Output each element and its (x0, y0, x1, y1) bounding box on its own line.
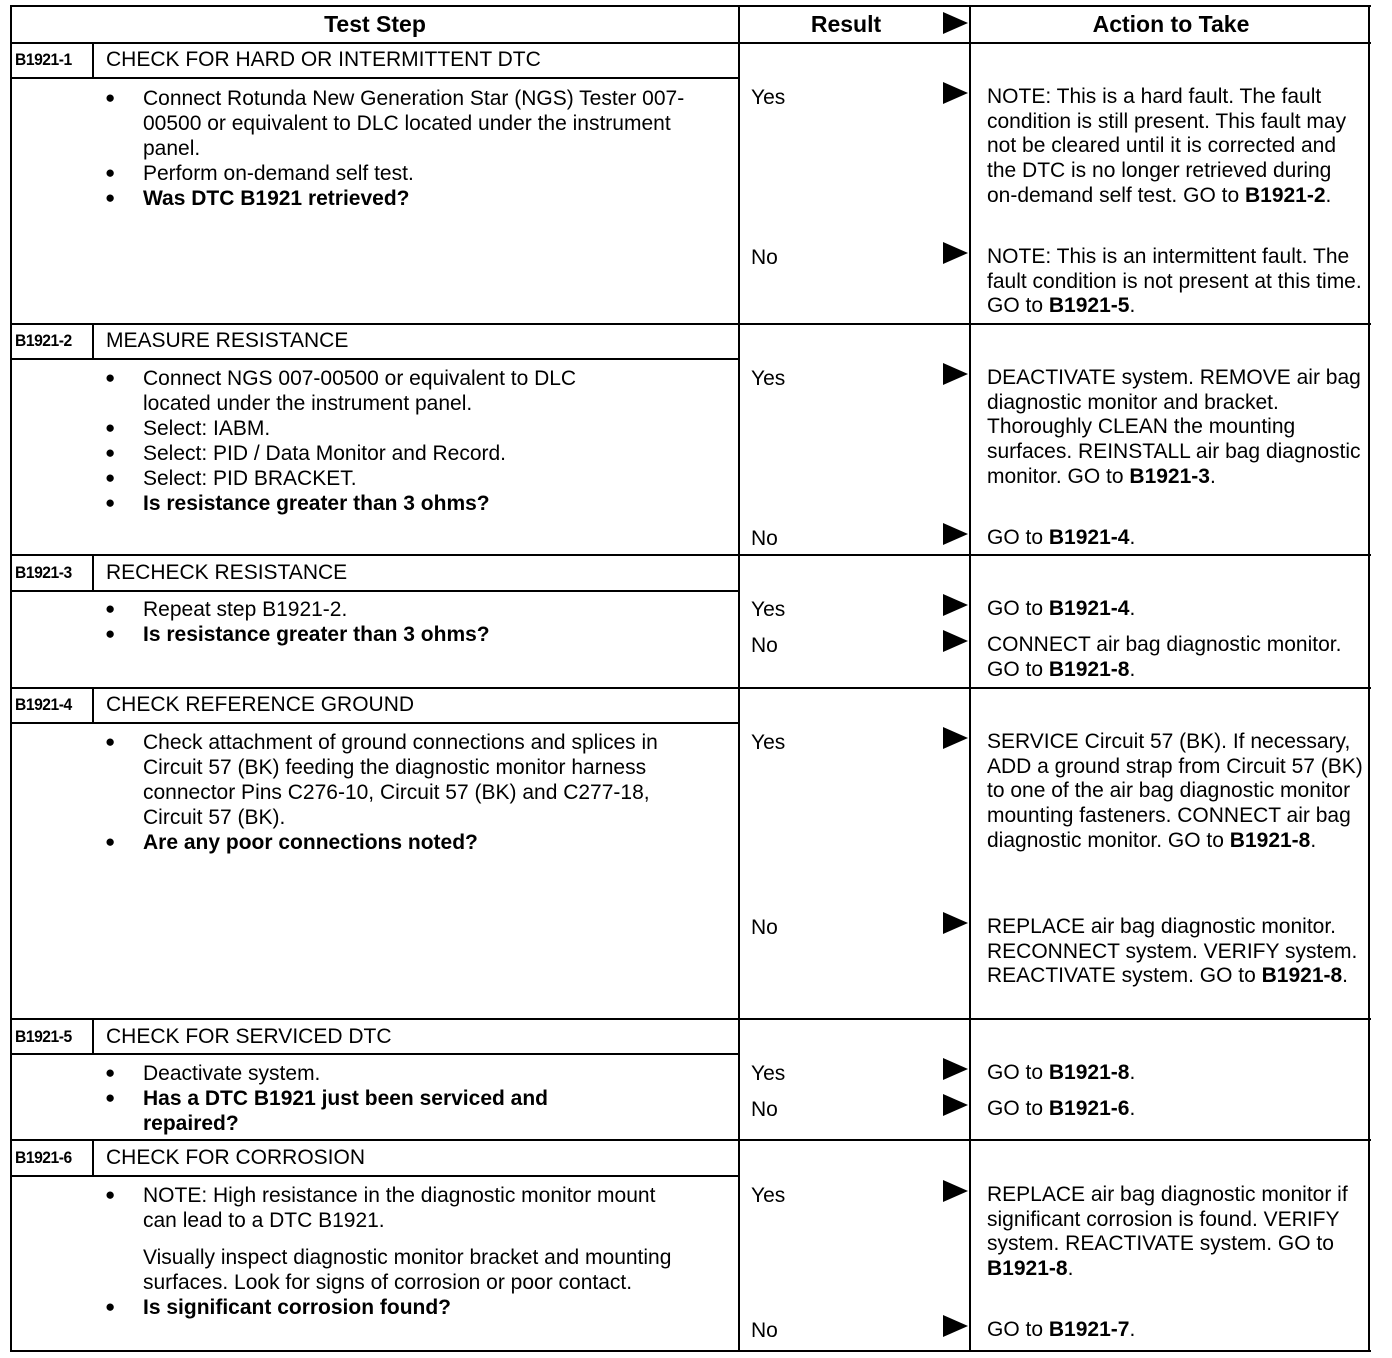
action-text: GO to B1921-4. (987, 597, 1136, 620)
arrow-icon (943, 242, 968, 264)
row-separator (10, 1139, 1371, 1141)
result-label: Yes (751, 731, 786, 754)
action-text: DEACTIVATE system. REMOVE air bag diagnostic monitor and bracket. Thoroughly CLEAN the mounting surfaces. REINSTALL air bag diagnostic monitor. GO to B1921-3. (987, 366, 1361, 488)
list-item: ● Check attachment of ground connections and splices in Circuit 57 (BK) feeding the diagnostic monitor harness connector Pins C276-10, Circuit 57 (BK) and C277-18, Circuit 57 (BK). (100, 730, 730, 830)
arrow-icon (943, 82, 968, 104)
arrow-icon (943, 1180, 968, 1202)
step-code: B1921-3 (15, 563, 72, 582)
question-item: ● Is resistance greater than 3 ohms? (100, 491, 730, 516)
step-code: B1921-2 (15, 331, 72, 350)
action-text: GO to B1921-8. (987, 1061, 1136, 1084)
question-item: ● Is significant corrosion found? (100, 1295, 730, 1320)
action-text: GO to B1921-6. (987, 1097, 1136, 1120)
frame-top (10, 5, 1371, 7)
step-title: RECHECK RESISTANCE (106, 561, 348, 584)
action-text: GO to B1921-4. (987, 526, 1136, 549)
question-item: ● Is resistance greater than 3 ohms? (100, 622, 730, 647)
title-underline (10, 1175, 739, 1177)
row-separator (10, 554, 1371, 556)
list-item: ● Select: PID BRACKET. (100, 466, 730, 491)
action-text: NOTE: This is an intermittent fault. The fault condition is not present at this time. GO to B1921-5. (987, 245, 1362, 318)
code-divider (92, 1020, 94, 1054)
arrow-icon (943, 363, 968, 385)
list-item: ● Perform on-demand self test. (100, 161, 730, 186)
step-items (100, 730, 730, 855)
step-items (100, 366, 730, 516)
title-underline (10, 590, 739, 592)
list-item: ● Connect NGS 007-00500 or equivalent to DLC located under the instrument panel. (100, 366, 730, 416)
step-reference: B1921-8 (987, 1257, 1068, 1281)
row-separator (10, 687, 1371, 689)
list-item: ● Connect Rotunda New Generation Star (NGS) Tester 007-00500 or equivalent to DLC located under the instrument panel. (100, 86, 730, 161)
step-reference: B1921-8 (1261, 964, 1343, 988)
title-underline (10, 77, 739, 79)
question-item: ● Has a DTC B1921 just been serviced and repaired? (100, 1086, 730, 1136)
arrow-icon (943, 912, 968, 934)
arrow-icon (943, 523, 968, 545)
step-reference: B1921-4 (1048, 597, 1130, 620)
header-result: Result (810, 11, 882, 37)
result-label: Yes (751, 367, 786, 390)
list-item: ● Repeat step B1921-2. (100, 597, 730, 622)
arrow-icon (943, 630, 968, 652)
frame-left (10, 5, 12, 1352)
step-title: CHECK FOR CORROSION (106, 1146, 366, 1169)
list-item: Visually inspect diagnostic monitor bracket and mounting surfaces. Look for signs of corrosion or poor contact. (143, 1246, 672, 1294)
result-label: Yes (751, 1184, 786, 1207)
question-item: ● Are any poor connections noted? (100, 830, 730, 855)
step-code: B1921-4 (15, 695, 72, 714)
step-title: CHECK FOR SERVICED DTC (106, 1025, 392, 1048)
step-reference: B1921-8 (1048, 657, 1130, 681)
step-items (100, 86, 730, 211)
step-reference: B1921-5 (1048, 294, 1130, 318)
list-item: ● NOTE: High resistance in the diagnostic monitor mount can lead to a DTC B1921. (100, 1183, 730, 1233)
question-item: ● Was DTC B1921 retrieved? (100, 186, 730, 211)
frame-header-bottom (10, 42, 1371, 44)
result-label: Yes (751, 86, 786, 109)
step-code: B1921-1 (15, 50, 72, 69)
result-label: No (751, 527, 778, 550)
list-item: ● Deactivate system. (100, 1061, 730, 1086)
result-label: No (751, 246, 778, 269)
step-reference: B1921-6 (1048, 1097, 1130, 1120)
header-action: Action to Take (1092, 11, 1250, 37)
list-item: ● Select: IABM. (100, 416, 730, 441)
step-reference: B1921-8 (1048, 1061, 1130, 1084)
step-code: B1921-6 (15, 1148, 72, 1167)
step-items (100, 1183, 730, 1320)
column-divider-result (738, 5, 740, 1352)
result-label: No (751, 1098, 778, 1121)
frame-bottom (10, 1350, 1371, 1352)
action-text: REPLACE air bag diagnostic monitor. RECONNECT system. VERIFY system. REACTIVATE system. GO to B1921-8. (987, 915, 1358, 988)
row-separator (10, 323, 1371, 325)
arrow-icon (943, 594, 968, 616)
step-reference: B1921-4 (1048, 526, 1130, 549)
step-reference: B1921-7 (1048, 1318, 1130, 1341)
result-label: No (751, 916, 778, 939)
list-item: ● Select: PID / Data Monitor and Record. (100, 441, 730, 466)
action-text: REPLACE air bag diagnostic monitor if significant corrosion is found. VERIFY system. REACTIVATE system. GO to B1921-8. (987, 1183, 1348, 1281)
frame-right (1368, 5, 1370, 1352)
code-divider (92, 1141, 94, 1176)
step-items (100, 1061, 730, 1136)
action-text: CONNECT air bag diagnostic monitor. GO to B1921-8. (987, 633, 1342, 681)
step-title: CHECK FOR HARD OR INTERMITTENT DTC (106, 48, 541, 71)
code-divider (92, 556, 94, 591)
result-label: No (751, 1319, 778, 1342)
step-reference: B1921-8 (1229, 828, 1311, 852)
action-text: NOTE: This is a hard fault. The fault condition is still present. This fault may not be cleared until it is corrected and the DTC is no longer retrieved during on-demand self test. GO to B1921-2. (987, 85, 1347, 207)
title-underline (10, 358, 739, 360)
title-underline (10, 1053, 739, 1055)
step-code: B1921-5 (15, 1027, 72, 1046)
header-arrow-icon (943, 12, 968, 34)
code-divider (92, 325, 94, 359)
step-reference: B1921-2 (1244, 183, 1326, 207)
row-separator (10, 1018, 1371, 1020)
arrow-icon (943, 1058, 968, 1080)
arrow-icon (943, 727, 968, 749)
title-underline (10, 722, 739, 724)
arrow-icon (943, 1315, 968, 1337)
action-text: GO to B1921-7. (987, 1318, 1136, 1341)
code-divider (92, 689, 94, 723)
step-title: CHECK REFERENCE GROUND (106, 693, 415, 716)
step-items (100, 597, 730, 647)
column-divider-action (969, 5, 971, 1352)
step-title: MEASURE RESISTANCE (106, 329, 349, 352)
header-test-step: Test Step (324, 11, 426, 37)
arrow-icon (943, 1094, 968, 1116)
action-text: SERVICE Circuit 57 (BK). If necessary, ADD a ground strap from Circuit 57 (BK) to one of the air bag diagnostic monitor mounting fasteners. CONNECT air bag diagnostic monitor. GO to B1921-8. (987, 730, 1363, 852)
step-reference: B1921-3 (1129, 464, 1210, 488)
result-label: Yes (751, 1062, 786, 1085)
code-divider (92, 44, 94, 78)
result-label: No (751, 634, 778, 657)
result-label: Yes (751, 598, 786, 621)
